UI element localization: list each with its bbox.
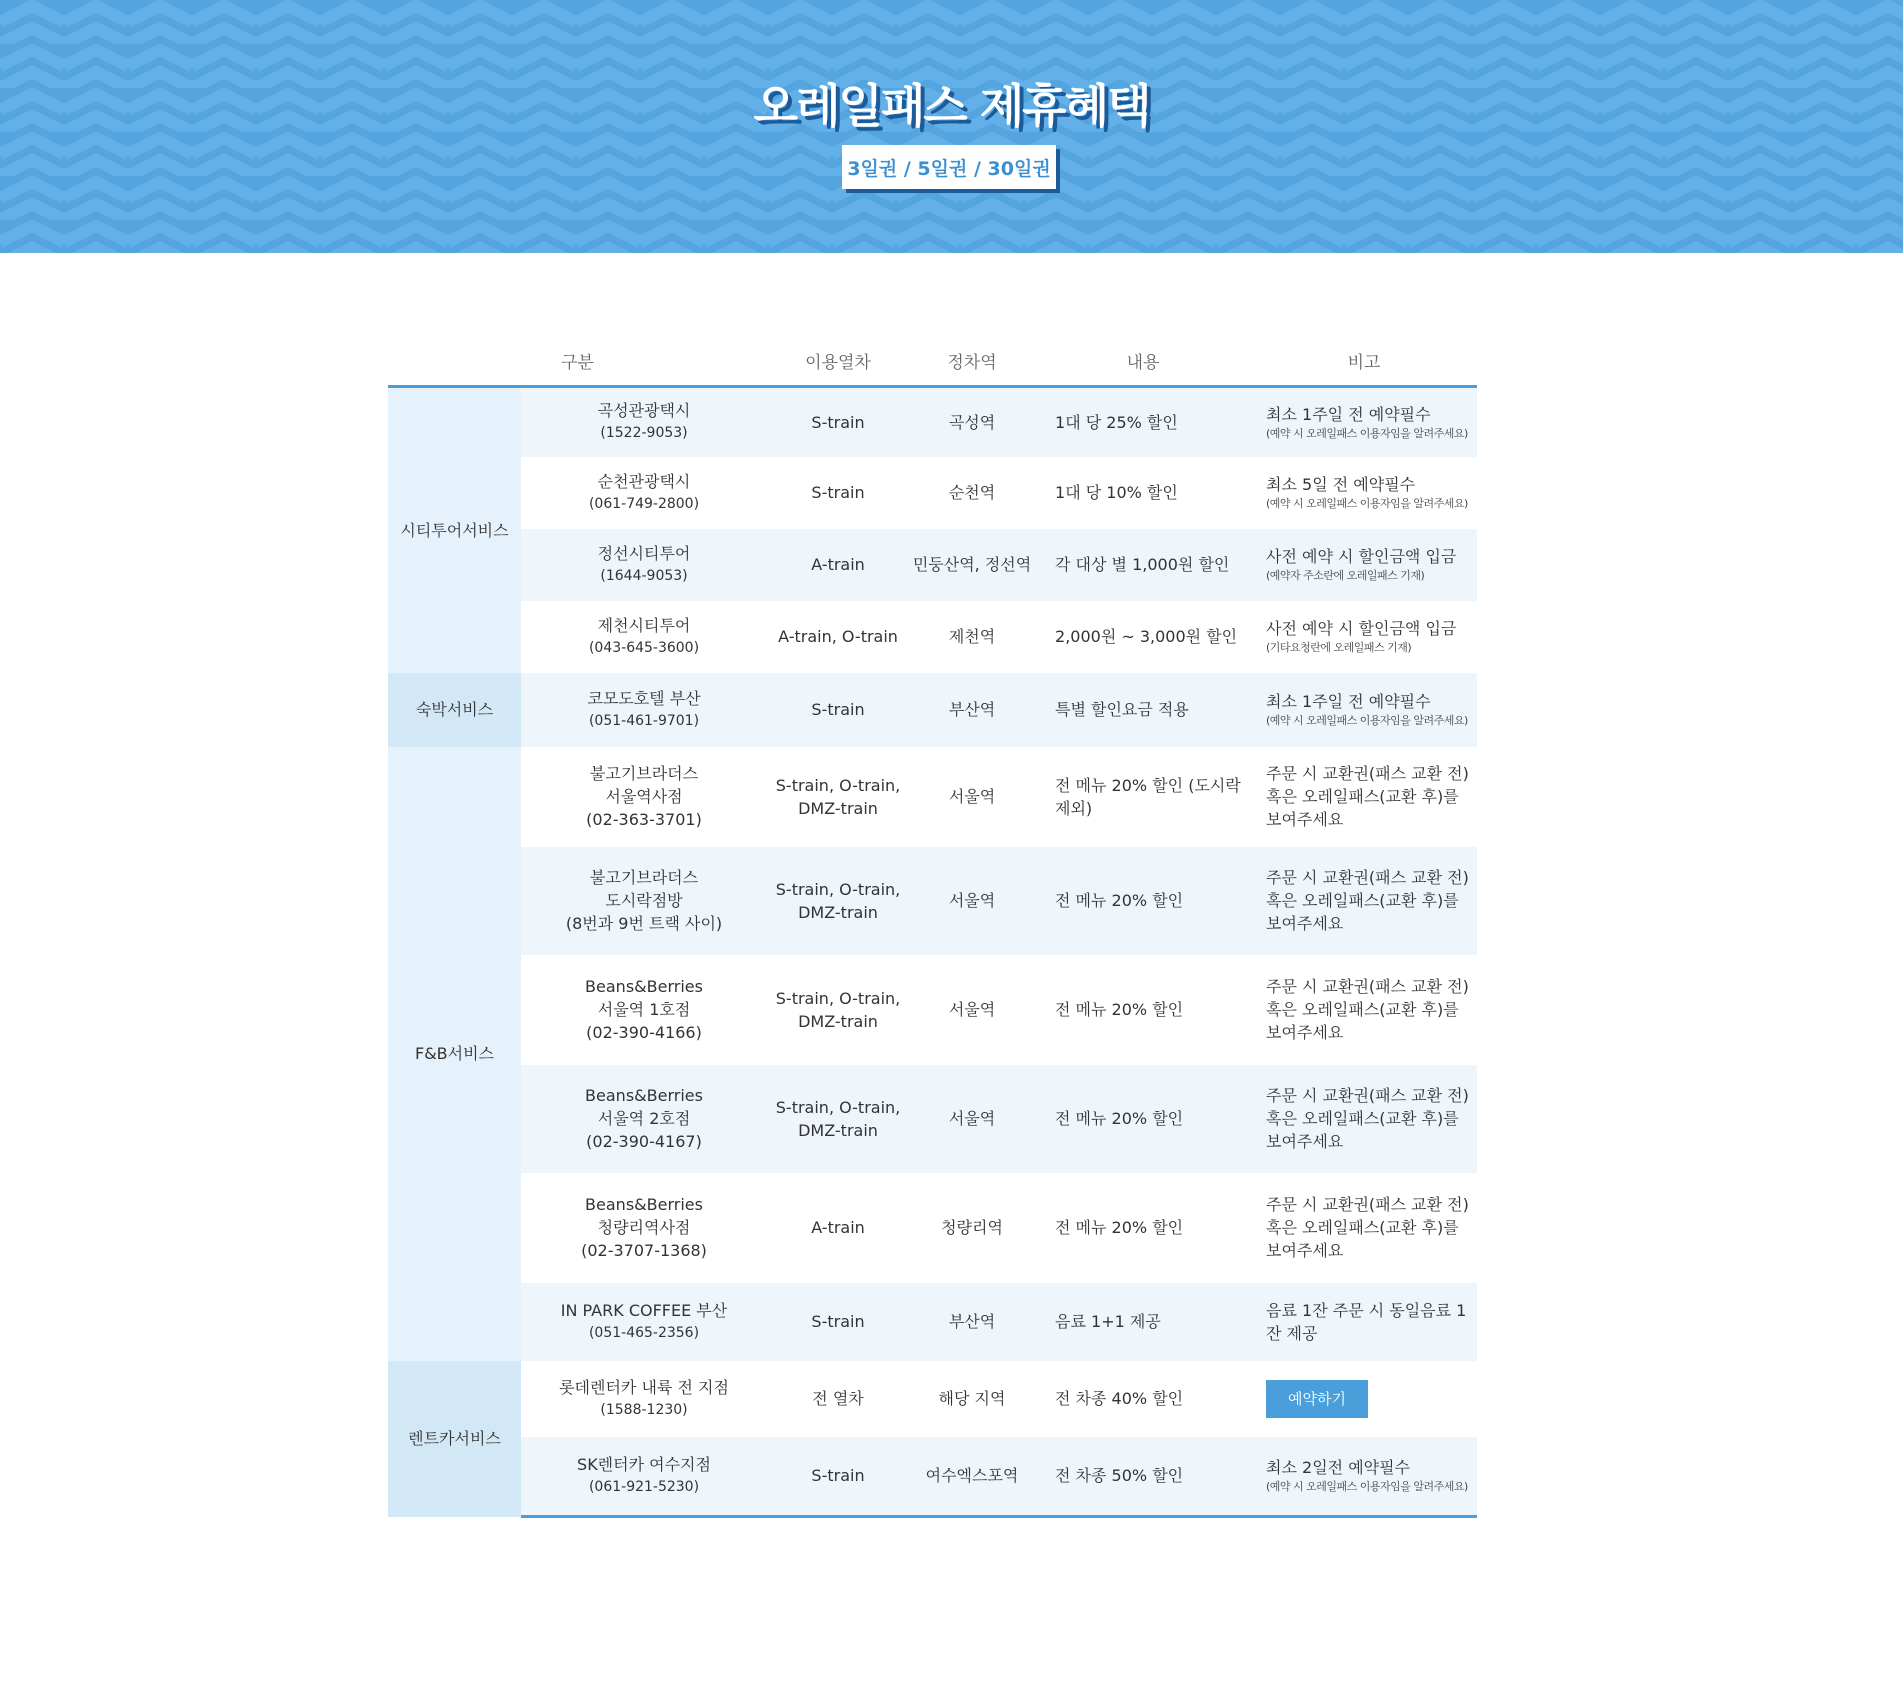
content-cell: 전 차종 50% 할인 (1035, 1437, 1251, 1517)
note-cell (1251, 1065, 1477, 1173)
note-text: 주문 시 교환권(패스 교환 전) 혹은 오레일패스(교환 후)를 보여주세요 (1266, 977, 1469, 1042)
partner-name-line: 불고기브라더스 (589, 868, 699, 887)
train-cell: S-train, O-train, DMZ-train (775, 988, 901, 1031)
partner-name-line: (1644-9053) (600, 567, 688, 584)
note-small-text: (예약 시 오레일패스 이용자임을 알려주세요) (1266, 497, 1468, 510)
partner-name-line: (051-465-2356) (588, 1324, 700, 1341)
note-cell (1251, 1173, 1477, 1283)
note-text: 최소 5일 전 예약필수 (1266, 475, 1416, 494)
note-cell (1251, 1437, 1477, 1517)
content-cell: 2,000원 ~ 3,000원 할인 (1055, 627, 1238, 646)
category-cell: 숙박서비스 (388, 673, 521, 747)
note-text: 사전 예약 시 할인금액 입금 (1266, 547, 1457, 566)
content-cell: 각 대상 별 1,000원 할인 (1035, 529, 1251, 601)
content-cell: 전 메뉴 20% 할인 (1055, 1000, 1184, 1019)
note-text: 주문 시 교환권(패스 교환 전) 혹은 오레일패스(교환 후)를 보여주세요 (1266, 764, 1469, 829)
table-row (388, 1283, 1477, 1361)
note-small-text: (예약 시 오레일패스 이용자임을 알려주세요) (1266, 1480, 1468, 1494)
note-text: 주문 시 교환권(패스 교환 전) 혹은 오레일패스(교환 후)를 보여주세요 (1266, 868, 1469, 933)
partner-name-cell (521, 955, 767, 1065)
partner-name-line: (061-921-5230) (588, 1478, 700, 1495)
train-cell: A-train, O-train (778, 627, 898, 646)
note-text: 사전 예약 시 할인금액 입금 (1266, 619, 1457, 638)
content-cell: 1대 당 25% 할인 (1035, 387, 1251, 457)
category-cell: 렌트카서비스 (388, 1361, 521, 1517)
partner-name-line: 롯데렌터카 내륙 전 지점 (559, 1377, 729, 1397)
station-cell: 여수엑스포역 (909, 1437, 1035, 1517)
partner-name-line: 청량리역사점 (597, 1218, 691, 1237)
table-row (388, 529, 1477, 601)
note-cell (1251, 747, 1477, 847)
partner-name-line: (061-749-2800) (588, 495, 700, 512)
train-cell: A-train (767, 529, 909, 601)
content-cell: 전 메뉴 20% 할인 (도시락 제외) (1055, 775, 1241, 818)
table-row (388, 1173, 1477, 1283)
note-text: 최소 2일전 예약필수 (1266, 1458, 1411, 1478)
table-header-row (388, 335, 1477, 387)
note-text: 최소 1주일 전 예약필수 (1266, 404, 1431, 424)
partner-name-line: Beans&Berries (585, 1086, 703, 1105)
station-cell: 제천역 (948, 627, 996, 646)
train-cell: S-train, O-train, DMZ-train (767, 1065, 909, 1173)
note-cell (1251, 847, 1477, 955)
train-cell: S-train, O-train, DMZ-train (775, 775, 901, 818)
station-cell: 청량리역 (941, 1218, 1003, 1237)
header-content: 내용 (1035, 335, 1251, 387)
table-row (388, 847, 1477, 955)
note-text: 주문 시 교환권(패스 교환 전) 혹은 오레일패스(교환 후)를 보여주세요 (1266, 1195, 1469, 1260)
note-cell (1251, 1283, 1477, 1361)
partner-name-cell (521, 1065, 767, 1173)
reserve-button[interactable]: 예약하기 (1266, 1380, 1368, 1418)
train-cell: S-train (767, 1437, 909, 1517)
table-row (388, 747, 1477, 847)
partner-name-line: 도시락점방 (605, 891, 683, 910)
partner-name-cell (521, 1283, 767, 1361)
table-row (388, 601, 1477, 673)
partner-name-line: 서울역사점 (605, 787, 683, 806)
station-cell: 부산역 (909, 673, 1035, 747)
content-cell: 전 차종 40% 할인 (1055, 1389, 1184, 1408)
partner-name-cell (521, 529, 767, 601)
partner-name-line: 서울역 2호점 (597, 1109, 691, 1128)
note-small-text: (예약 시 오레일패스 이용자임을 알려주세요) (1266, 426, 1468, 440)
partner-name-line: (02-3707-1368) (581, 1241, 707, 1260)
station-cell: 민둥산역, 정선역 (909, 529, 1035, 601)
partner-name-line: 제천시티투어 (597, 615, 691, 635)
partner-name-line: (8번과 9번 트랙 사이) (565, 914, 723, 933)
station-cell: 서울역 (948, 1000, 996, 1019)
partner-name-line: 코모도호텔 부산 (587, 688, 701, 708)
content-cell: 특별 할인요금 적용 (1035, 673, 1251, 747)
note-cell (1251, 529, 1477, 601)
note-cell (1251, 673, 1477, 747)
content-cell: 1대 당 10% 할인 (1055, 483, 1178, 502)
table-row (388, 387, 1477, 457)
partner-name-line: (1522-9053) (600, 425, 688, 442)
partner-name-line: (1588-1230) (600, 1401, 688, 1418)
content-cell: 전 메뉴 20% 할인 (1055, 1218, 1184, 1237)
header-note: 비고 (1251, 335, 1477, 387)
category-cell: 시티투어서비스 (388, 387, 521, 673)
partner-name-line: (043-645-3600) (588, 639, 700, 656)
benefits-table-container (388, 335, 1477, 1518)
category-cell: F&B서비스 (388, 747, 521, 1361)
note-text: 최소 1주일 전 예약필수 (1266, 692, 1431, 711)
partner-name-cell (521, 601, 767, 673)
content-cell: 전 메뉴 20% 할인 (1035, 847, 1251, 955)
partner-name-line: (02-390-4167) (586, 1132, 702, 1151)
content-cell: 전 메뉴 20% 할인 (1035, 1065, 1251, 1173)
note-cell (1251, 457, 1477, 529)
partner-name-line: 정선시티투어 (597, 543, 691, 563)
partner-name-line: Beans&Berries (585, 1195, 703, 1214)
note-text: 음료 1잔 주문 시 동일음료 1잔 제공 (1266, 1300, 1467, 1343)
table-row (388, 457, 1477, 529)
partner-name-cell (521, 1173, 767, 1283)
partner-name-cell (521, 847, 767, 955)
partner-name-cell (521, 457, 767, 529)
station-cell: 곡성역 (909, 387, 1035, 457)
note-text: 주문 시 교환권(패스 교환 전) 혹은 오레일패스(교환 후)를 보여주세요 (1266, 1086, 1469, 1151)
train-cell: S-train (811, 483, 865, 502)
train-cell: S-train (767, 673, 909, 747)
note-small-text: (기타요청란에 오레일패스 기재) (1266, 641, 1412, 654)
train-cell: A-train (811, 1218, 865, 1237)
note-cell (1251, 955, 1477, 1065)
station-cell: 서울역 (948, 787, 996, 806)
note-cell (1251, 601, 1477, 673)
table-row (388, 673, 1477, 747)
pass-types-badge: 3일권 / 5일권 / 30일권 (842, 145, 1056, 189)
train-cell: S-train (767, 1283, 909, 1361)
partner-name-line: Beans&Berries (585, 977, 703, 996)
partner-name-line: 서울역 1호점 (597, 1000, 691, 1019)
partner-name-line: (02-390-4166) (586, 1023, 702, 1042)
header-station: 정차역 (909, 335, 1035, 387)
table-row (388, 955, 1477, 1065)
train-cell: S-train, O-train, DMZ-train (767, 847, 909, 955)
partner-name-cell (521, 673, 767, 747)
table-row (388, 1361, 1477, 1437)
partner-name-line: 곡성관광택시 (597, 401, 691, 421)
header-banner (0, 0, 1903, 253)
note-cell (1251, 387, 1477, 457)
train-cell: 전 열차 (812, 1389, 864, 1408)
partner-name-cell (521, 387, 767, 457)
partner-name-line: 불고기브라더스 (589, 764, 699, 783)
partner-name-line: (02-363-3701) (586, 810, 702, 829)
station-cell: 부산역 (909, 1283, 1035, 1361)
table-body (388, 387, 1477, 1517)
partner-name-cell (521, 747, 767, 847)
note-cell (1251, 1361, 1477, 1437)
partner-name-cell (521, 1361, 767, 1437)
header-category: 구분 (388, 335, 767, 387)
partner-name-line: 순천관광택시 (597, 471, 691, 491)
table-row (388, 1437, 1477, 1517)
content-cell: 음료 1+1 제공 (1035, 1283, 1251, 1361)
benefits-table (388, 335, 1477, 1518)
partner-name-line: IN PARK COFFEE 부산 (560, 1300, 728, 1320)
note-small-text: (예약자 주소란에 오레일패스 기재) (1266, 569, 1425, 582)
station-cell: 서울역 (909, 847, 1035, 955)
station-cell: 해당 지역 (938, 1389, 1006, 1408)
train-cell: S-train (767, 387, 909, 457)
table-row (388, 1065, 1477, 1173)
page-title: 오레일패스 제휴혜택 (753, 79, 1150, 133)
station-cell: 순천역 (948, 483, 996, 502)
header-train: 이용열차 (767, 335, 909, 387)
partner-name-line: SK렌터카 여수지점 (577, 1454, 711, 1474)
note-small-text: (예약 시 오레일패스 이용자임을 알려주세요) (1266, 714, 1468, 727)
station-cell: 서울역 (909, 1065, 1035, 1173)
partner-name-cell (521, 1437, 767, 1517)
partner-name-line: (051-461-9701) (588, 712, 700, 729)
